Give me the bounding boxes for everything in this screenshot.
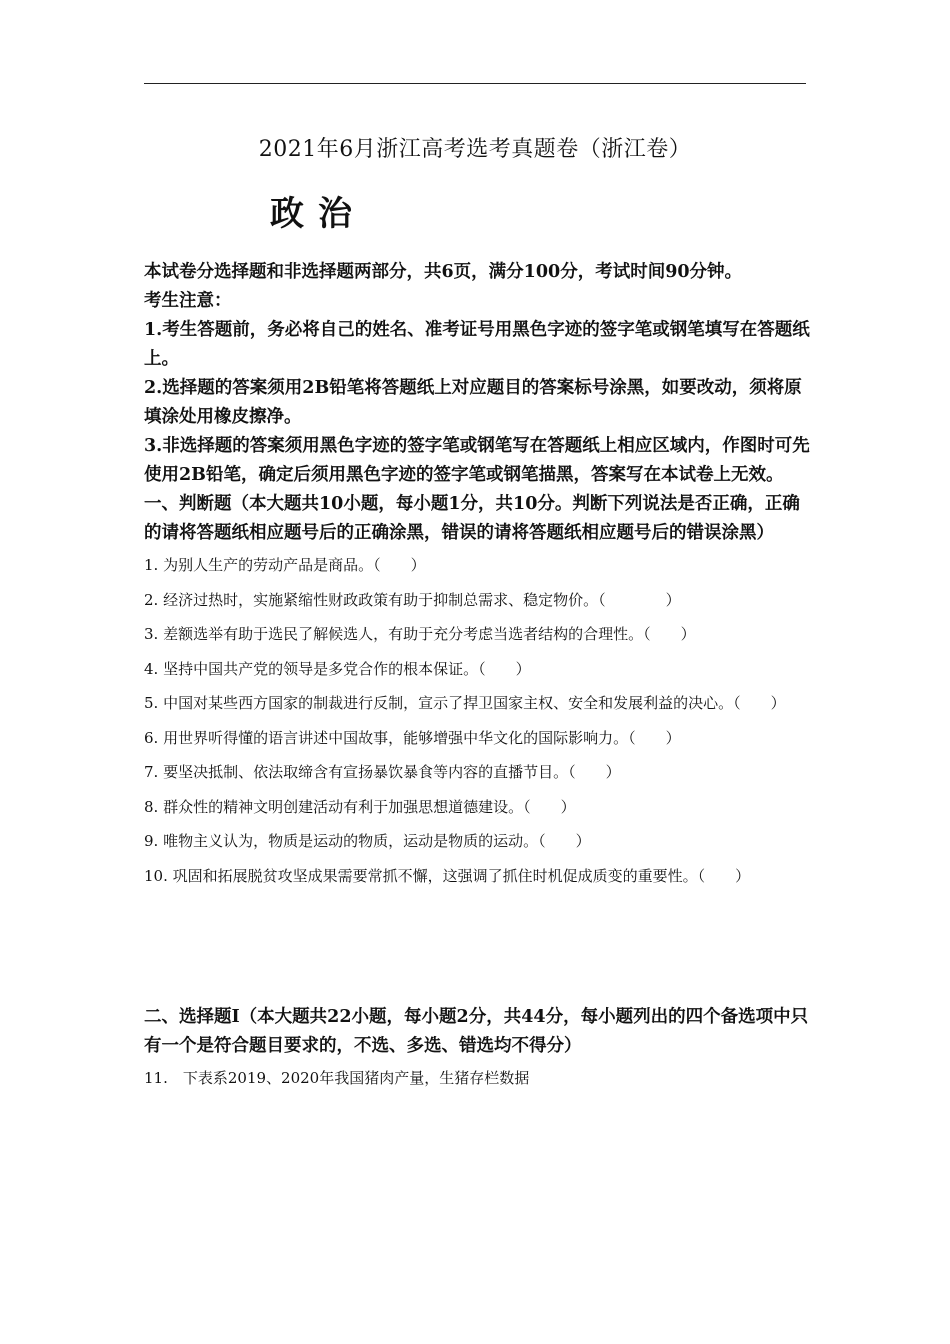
question-10: 10. 巩固和拓展脱贫攻坚成果需要常抓不懈，这强调了抓住时机促成质变的重要性。（ ） [144, 866, 751, 885]
spacer [144, 893, 814, 1003]
question-9: 9. 唯物主义认为，物质是运动的物质，运动是物质的运动。（ ） [144, 832, 591, 850]
note-3: 3.非选择题的答案须用黑色字迹的签字笔或钢笔写在答题纸上相应区域内，作图时可先使用2B铅笔，确定后须用黑色字迹的签字笔或钢笔描黑，答案写在本试卷上无效。 [144, 436, 810, 485]
question-2: 2. 经济过热时，实施紧缩性财政政策有助于抑制总需求、稳定物价。（ ） [144, 590, 681, 609]
header-rule [144, 83, 806, 84]
question-3: 3. 差额选举有助于选民了解候选人，有助于充分考虑当选者结构的合理性。（ ） [144, 625, 696, 643]
note-2: 2.选择题的答案须用2B铅笔将答题纸上对应题目的答案标号涂黑，如要改动，须将原填涂处用橡皮擦净。 [144, 378, 802, 427]
question-6: 6. 用世界听得懂的语言讲述中国故事，能够增强中华文化的国际影响力。（ ） [144, 728, 681, 747]
question-1: 1. 为别人生产的劳动产品是商品。（ ） [144, 556, 426, 574]
question-11: 11. 下表系2019、2020年我国猪肉产量，生猪存栏数据 [144, 1069, 530, 1087]
question-7: 7. 要坚决抵制、依法取缔含有宣扬暴饮暴食等内容的直播节目。（ ） [144, 763, 621, 781]
exam-content [144, 258, 814, 1096]
question-4: 4. 坚持中国共产党的领导是多党合作的根本保证。（ ） [144, 659, 531, 678]
exam-title: 2021年6月浙江高考选考真题卷（浙江卷） [258, 137, 692, 162]
notice-label: 考生注意： [144, 291, 232, 311]
exam-intro: 本试卷分选择题和非选择题两部分，共6页，满分100分，考试时间90分钟。 [144, 262, 743, 282]
note-1: 1.考生答题前，务必将自己的姓名、准考证号用黑色字迹的签字笔或钢笔填写在答题纸上。 [144, 320, 810, 369]
section1-heading: 一、判断题（本大题共10小题，每小题1分，共10分。判断下列说法是否正确，正确的请将答题纸相应题号后的正确涂黑，错误的请将答题纸相应题号后的错误涂黑） [144, 494, 800, 543]
subject-title: 政治 [270, 194, 366, 234]
section2-heading: 二、选择题Ⅰ（本大题共22小题，每小题2分，共44分，每小题列出的四个备选项中只有一个是符合题目要求的，不选、多选、错选均不得分） [144, 1007, 809, 1056]
question-5: 5. 中国对某些西方国家的制裁进行反制，宣示了捍卫国家主权、安全和发展利益的决心。（ ） [144, 694, 786, 712]
question-8: 8. 群众性的精神文明创建活动有利于加强思想道德建设。（ ） [144, 797, 576, 816]
